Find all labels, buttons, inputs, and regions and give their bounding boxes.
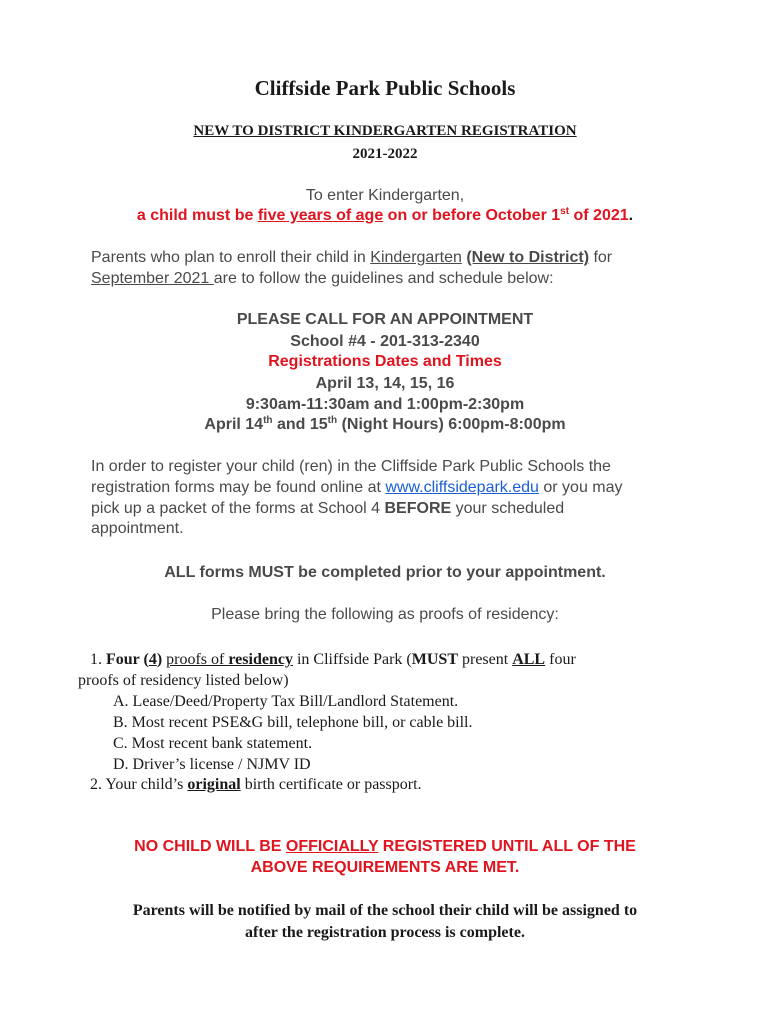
forms-before: BEFORE — [384, 500, 452, 517]
notice-line-1: Parents will be notified by mail of the school their child will be assigned to — [132, 902, 638, 919]
notice-line-2: after the registration process is complete. — [245, 924, 525, 941]
req1-num: 1. — [90, 651, 106, 668]
night-sup-2: th — [327, 415, 338, 426]
req1-four-close: ) — [156, 651, 167, 668]
dates-heading: Registrations Dates and Times — [268, 353, 502, 370]
intro-paragraph-line-2 — [91, 270, 554, 288]
night-sup-1: th — [263, 415, 273, 426]
req1-must: MUST — [411, 651, 458, 668]
registration-dates: April 13, 14, 15, 16 — [315, 375, 455, 392]
sub-item-c: C. Most recent bank statement. — [113, 735, 313, 752]
call-heading: PLEASE CALL FOR AN APPOINTMENT — [236, 311, 534, 328]
forms-paragraph-line-4: appointment. — [91, 520, 184, 537]
req1-text-1: in Cliffside Park ( — [292, 651, 412, 668]
req1-all: ALL — [512, 651, 546, 668]
warning-line-2: ABOVE REQUIREMENTS ARE MET. — [250, 859, 520, 876]
req1-proofs-of: proofs of — [166, 651, 229, 668]
school-year: 2021-2022 — [352, 146, 418, 162]
warning-text-b: REGISTERED UNTIL ALL OF THE — [378, 838, 636, 855]
age-sup: st — [560, 206, 570, 217]
phone-number: School #4 - 201-313-2340 — [290, 333, 480, 350]
intro-text-2: for — [589, 249, 613, 266]
intro-kindergarten: Kindergarten — [370, 249, 462, 266]
req1-text-2: present — [458, 651, 513, 668]
forms-text-3b: your scheduled — [451, 500, 565, 517]
intro-paragraph-line-1 — [91, 249, 612, 267]
intro-text-3: are to follow the guidelines and schedule below: — [213, 270, 554, 287]
sub-item-b: B. Most recent PSE&G bill, telephone bill, or cable bill. — [113, 714, 473, 731]
forms-text-3a: pick up a packet of the forms at School 4 — [91, 500, 385, 517]
requirement-item-1-line-2: proofs of residency listed below) — [78, 672, 289, 689]
req1-four: Four ( — [106, 651, 149, 668]
age-requirement — [0, 207, 770, 225]
req1-text-3: four — [545, 651, 576, 668]
night-b: and 15 — [272, 416, 328, 433]
sub-item-d: D. Driver’s license / NJMV ID — [113, 756, 311, 773]
age-intro: To enter Kindergarten, — [305, 187, 465, 204]
bring-proofs: Please bring the following as proofs of residency: — [211, 606, 559, 623]
forms-paragraph-line-2 — [91, 479, 623, 497]
night-c: (Night Hours) 6:00pm-8:00pm — [337, 416, 566, 433]
warning-text-a: NO CHILD WILL BE — [134, 838, 286, 855]
forms-paragraph-line-1: In order to register your child (ren) in the Cliffside Park Public Schools the — [91, 458, 611, 475]
forms-text-2b: or you may — [538, 479, 623, 496]
age-text-3: of 2021 — [569, 207, 629, 224]
age-period: . — [628, 207, 634, 224]
registration-times: 9:30am-11:30am and 1:00pm-2:30pm — [245, 396, 525, 413]
forms-text-2a: registration forms may be found online at — [91, 479, 386, 496]
document-subtitle: NEW TO DISTRICT KINDERGARTEN REGISTRATION — [193, 123, 577, 139]
night-hours — [0, 416, 770, 434]
req2-text-b: birth certificate or passport. — [240, 776, 422, 793]
all-forms-notice: ALL forms MUST be completed prior to your appointment. — [164, 564, 606, 581]
req2-original: original — [187, 776, 241, 793]
age-text-2: on or before October 1 — [383, 207, 561, 224]
req1-residency: residency — [228, 651, 293, 668]
night-a: April 14 — [204, 416, 264, 433]
website-link[interactable]: www.cliffsidepark.edu — [385, 479, 539, 496]
sub-item-a: A. Lease/Deed/Property Tax Bill/Landlord Statement. — [113, 693, 459, 710]
intro-september: September 2021 — [91, 270, 214, 287]
intro-text-1: Parents who plan to enroll their child in — [91, 249, 371, 266]
req1-four-num: 4 — [148, 651, 157, 668]
requirement-item-2 — [90, 776, 422, 794]
warning-line-1 — [0, 838, 770, 856]
requirement-item-1 — [90, 651, 576, 669]
intro-new-to-district: (New to District) — [466, 249, 590, 266]
age-phrase: five years of age — [257, 207, 384, 224]
req2-text-a: 2. Your child’s — [90, 776, 188, 793]
document-title: Cliffside Park Public Schools — [254, 76, 516, 100]
forms-paragraph-line-3 — [91, 500, 564, 518]
warning-officially: OFFICIALLY — [285, 838, 379, 855]
age-text-1: a child must be — [136, 207, 258, 224]
